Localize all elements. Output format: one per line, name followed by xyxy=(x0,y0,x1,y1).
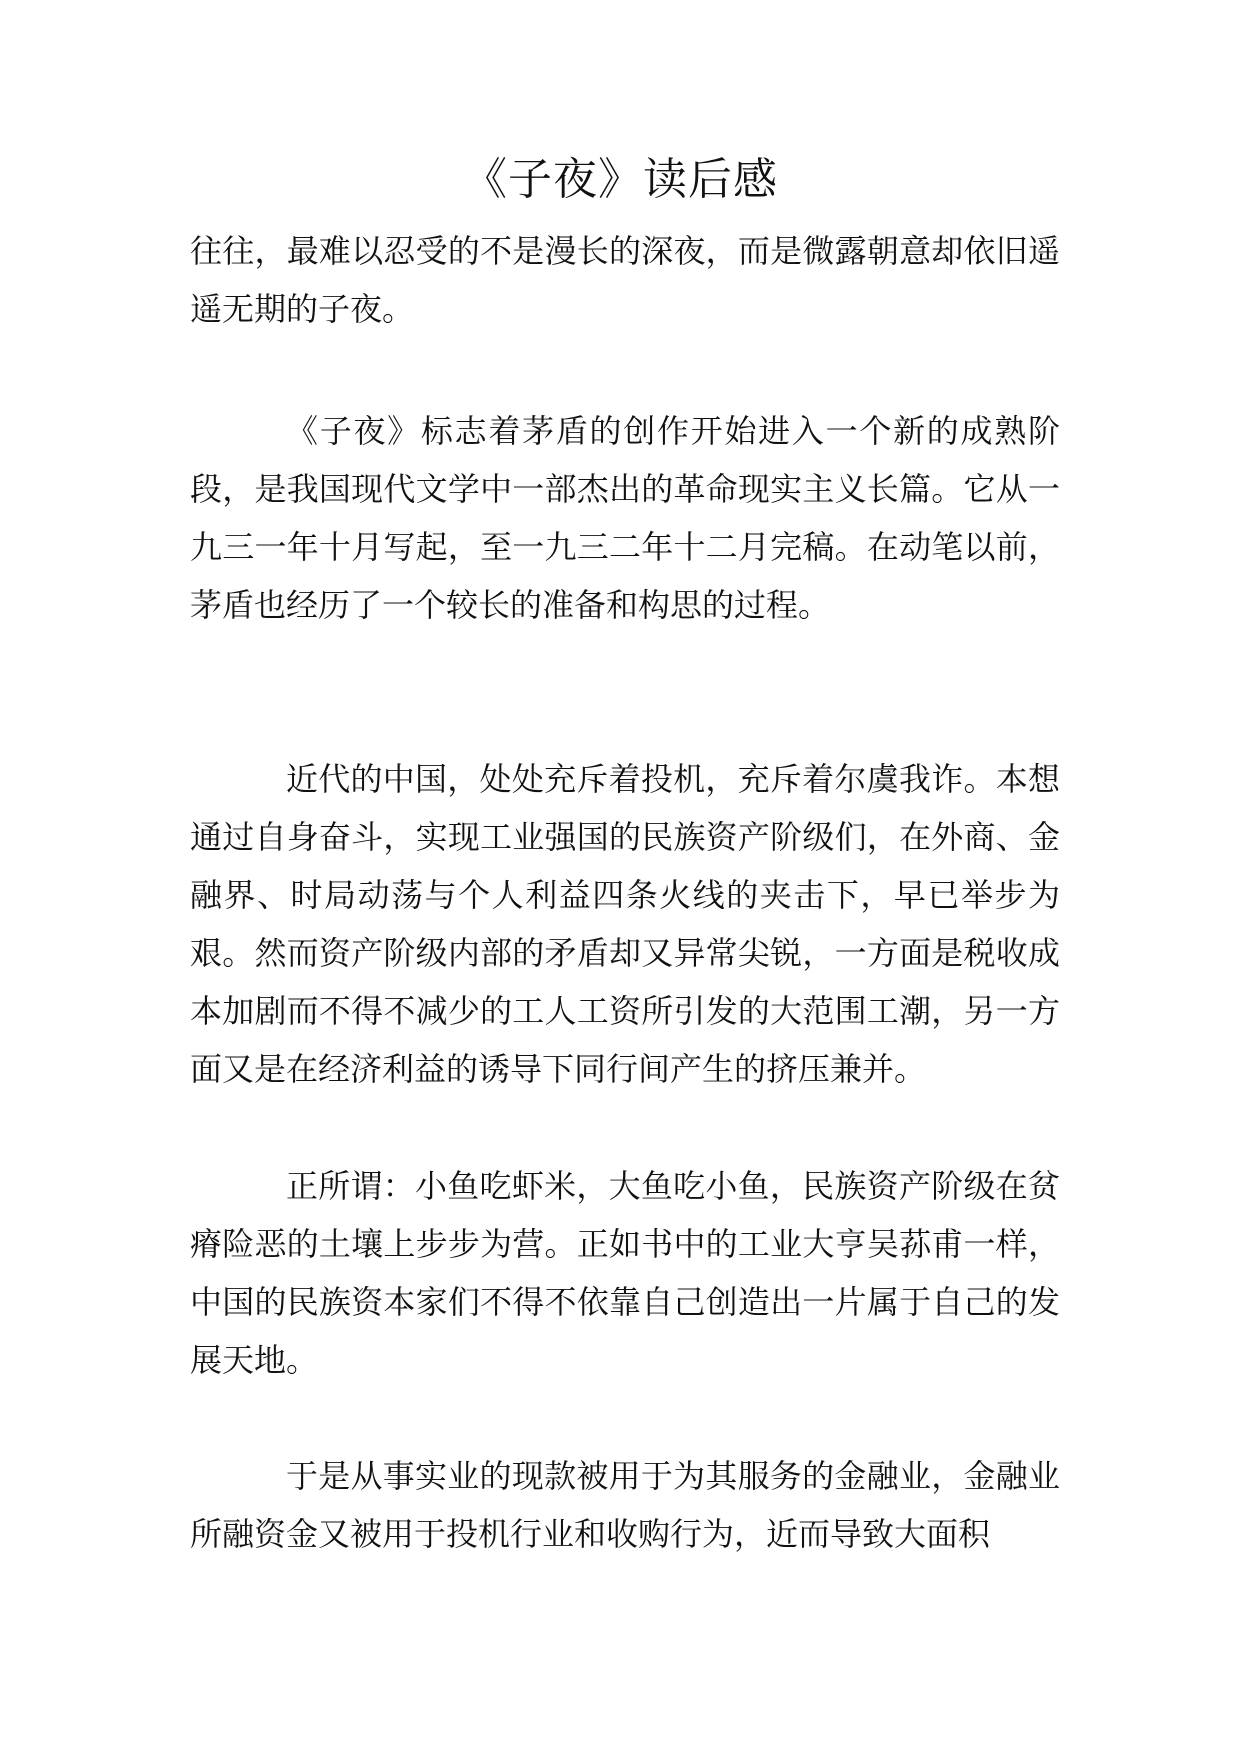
paragraph-4: 正所谓：小鱼吃虾米，大鱼吃小鱼，民族资产阶级在贫瘠险恶的土壤上步步为营。正如书中的工业大亨吴荪甫一样，中国的民族资本家们不得不依靠自己创造出一片属于自己的发展天地。 xyxy=(190,1167,1060,1379)
paragraph-5: 于是从事实业的现款被用于为其服务的金融业，金融业所融资金又被用于投机行业和收购行为，近而导致大面积 xyxy=(190,1457,1060,1553)
paragraph-2: 《子夜》标志着茅盾的创作开始进入一个新的成熟阶段，是我国现代文学中一部杰出的革命现实主义长篇。它从一九三一年十月写起，至一九三二年十二月完稿。在动笔以前，茅盾也经历了一个较长的准备和构思的过程。 xyxy=(190,412,1060,624)
document-title: 《子夜》读后感 xyxy=(463,154,778,205)
paragraph-1: 往往，最难以忍受的不是漫长的深夜，而是微露朝意却依旧遥遥无期的子夜。 xyxy=(190,232,1060,328)
paragraph-3: 近代的中国，处处充斥着投机，充斥着尔虞我诈。本想通过自身奋斗，实现工业强国的民族资产阶级们，在外商、金融界、时局动荡与个人利益四条火线的夹击下，早已举步为艰。然而资产阶级内部的矛盾却又异常尖锐，一方面是税收成本加剧而不得不减少的工人工资所引发的大范围工潮，另一方面又是在经济利益的诱导下同行间产生的挤压兼并。 xyxy=(190,760,1060,1088)
